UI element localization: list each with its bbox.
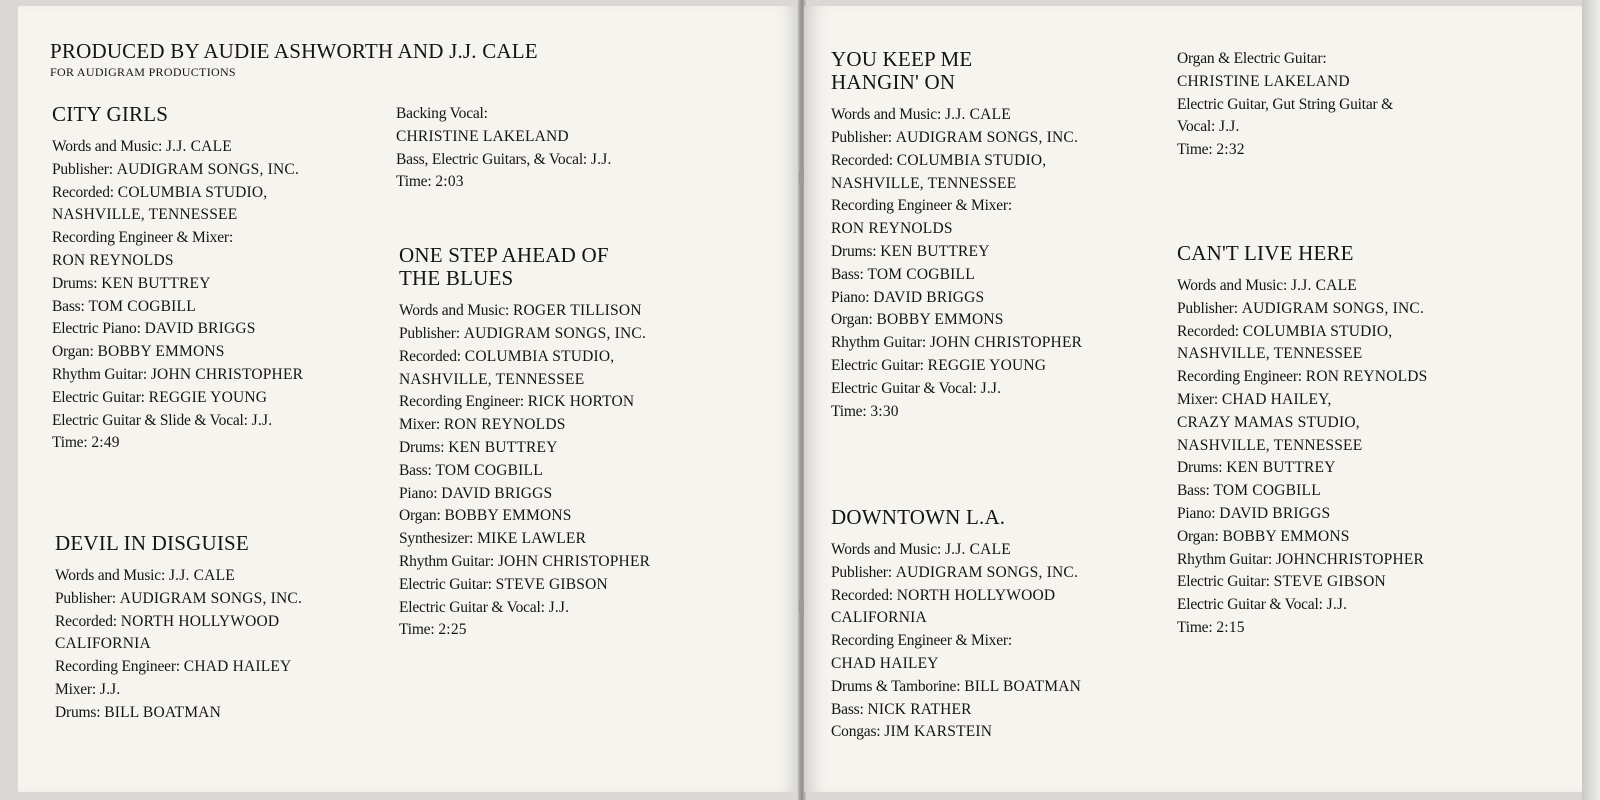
credit-line: [831, 173, 1082, 196]
credit-line: [831, 104, 1082, 127]
song-city-girls: [52, 103, 303, 455]
credit-value: REGGIE YOUNG: [148, 388, 268, 406]
credit-line: [399, 528, 650, 551]
credit-line: [52, 341, 303, 364]
credit-value: J.J.: [99, 681, 121, 699]
credit-value: RON REYNOLDS: [52, 252, 174, 270]
credit-line: [399, 391, 650, 414]
credit-role: Recorded:: [831, 151, 893, 169]
credit-line: [1177, 321, 1427, 344]
credit-list: [52, 136, 303, 455]
credit-role: Organ:: [1177, 527, 1219, 545]
credit-role: Recording Engineer:: [1177, 368, 1302, 386]
credit-role: Recorded:: [399, 347, 461, 365]
credit-line: [55, 611, 302, 634]
production-credit: [50, 40, 538, 80]
credit-value: REGGIE YOUNG: [927, 356, 1047, 374]
song-cant-live-here: [1177, 242, 1427, 640]
credit-value: 2:15: [1216, 619, 1245, 637]
song-title-line-2: HANGIN' ON: [831, 70, 956, 95]
credit-role: Rhythm Guitar:: [399, 552, 494, 570]
song-title: DEVIL IN DISGUISE: [55, 531, 249, 555]
song-title-line-1: ONE STEP AHEAD OF: [399, 243, 609, 267]
credit-role: Bass:: [831, 700, 864, 718]
credit-role: Words and Music:: [831, 541, 942, 559]
credit-role: Piano:: [831, 288, 870, 306]
credit-list: [55, 565, 302, 725]
credit-role: Bass:: [399, 461, 432, 479]
credit-value: AUDIGRAM SONGS, INC.: [116, 160, 300, 178]
song-you-keep-me-hangin-on: [831, 48, 1082, 423]
credit-list: [396, 103, 612, 194]
credit-role: Electric Guitar & Vocal:: [1177, 596, 1323, 614]
credit-line: [831, 127, 1082, 150]
credit-line: [399, 460, 650, 483]
credit-line: [396, 149, 612, 172]
credit-role: Electric Piano:: [52, 320, 141, 338]
credit-role: Time:: [1177, 141, 1213, 159]
credit-value: RON REYNOLDS: [1305, 368, 1428, 386]
credit-value: TOM COGBILL: [435, 461, 543, 479]
credit-role: Drums:: [399, 438, 445, 456]
credit-role: Bass:: [831, 265, 864, 283]
credit-value: COLUMBIA STUDIO,: [896, 151, 1047, 169]
credit-role: Recording Engineer:: [55, 658, 180, 676]
credit-line: [52, 227, 303, 250]
credit-value: J.J.: [1219, 118, 1240, 136]
credit-role: Vocal:: [1177, 118, 1216, 136]
left-page: [18, 6, 800, 792]
credit-role: Time:: [396, 173, 432, 191]
credit-role: Recorded:: [1177, 322, 1239, 340]
credit-role: Time:: [399, 621, 435, 639]
credit-value: J.J.: [1326, 596, 1348, 614]
song-title: CAN'T LIVE HERE: [1177, 241, 1354, 265]
credit-line: [1177, 71, 1393, 94]
credit-role: Electric Guitar & Vocal:: [831, 379, 977, 397]
credit-role: Words and Music:: [52, 138, 163, 156]
credit-line: [831, 150, 1082, 173]
right-page: [804, 6, 1582, 792]
credit-value: NICK RATHER: [867, 700, 972, 718]
credit-line: [831, 676, 1081, 699]
credit-role: Mixer:: [399, 416, 440, 434]
credit-line: [399, 505, 650, 528]
credit-line: [1177, 549, 1427, 572]
credit-role: Piano:: [1177, 505, 1216, 523]
producer-subheading: FOR AUDIGRAM PRODUCTIONS: [50, 65, 236, 80]
credit-value: J.J.: [980, 379, 1002, 397]
credit-role: Electric Guitar, Gut String Guitar &: [1177, 95, 1394, 113]
credit-value: AUDIGRAM SONGS, INC.: [895, 563, 1079, 581]
credit-list: [1177, 275, 1427, 640]
credit-line: [1177, 571, 1427, 594]
credit-line: [399, 323, 650, 346]
credit-line: [399, 574, 650, 597]
credit-line: [831, 309, 1082, 332]
credit-value: J.J.: [548, 598, 570, 616]
song-downtown-la-continued: [1177, 48, 1393, 162]
credit-role: Electric Guitar:: [52, 388, 145, 406]
credit-list: [831, 539, 1081, 744]
credit-line: [1177, 526, 1427, 549]
credit-value: JOHN CHRISTOPHER: [497, 552, 651, 570]
credit-role: Organ:: [831, 311, 873, 329]
credit-line: [1177, 617, 1427, 640]
credit-role: Drums:: [52, 274, 98, 292]
credit-role: Electric Guitar:: [399, 575, 492, 593]
credit-role: Time:: [52, 434, 88, 452]
credit-role: Bass, Electric Guitars, & Vocal:: [396, 150, 588, 168]
credit-value: NASHVILLE, TENNESSEE: [831, 174, 1017, 192]
credit-line: [52, 296, 303, 319]
credit-value: COLUMBIA STUDIO,: [464, 347, 615, 365]
credit-line: [52, 364, 303, 387]
credit-value: 2:49: [91, 434, 120, 452]
song-title-line-1: YOU KEEP ME: [831, 47, 973, 71]
credit-line: [52, 318, 303, 341]
credit-line: [52, 410, 303, 433]
credit-line: [52, 182, 303, 205]
credit-line: [52, 387, 303, 410]
credit-line: [399, 300, 650, 323]
credit-role: Publisher:: [1177, 299, 1238, 317]
credit-value: NASHVILLE, TENNESSEE: [1177, 345, 1363, 363]
producer-heading: PRODUCED BY AUDIE ASHWORTH AND J.J. CALE: [50, 39, 538, 63]
credit-line: [1177, 275, 1427, 298]
credit-line: [1177, 298, 1427, 321]
credit-value: BOBBY EMMONS: [876, 311, 1004, 329]
credit-value: ROGER TILLISON: [512, 302, 642, 320]
credit-line: [831, 378, 1082, 401]
credit-value: J.J. CALE: [168, 567, 235, 585]
credit-role: Mixer:: [1177, 391, 1218, 409]
credit-role: Mixer:: [55, 681, 96, 699]
credit-role: Words and Music:: [399, 302, 510, 320]
credit-line: [831, 287, 1082, 310]
credit-role: Bass:: [1177, 482, 1210, 500]
credit-line: [831, 607, 1081, 630]
credit-value: AUDIGRAM SONGS, INC.: [119, 589, 303, 607]
credit-line: [831, 401, 1082, 424]
credit-line: [1177, 435, 1427, 458]
credit-line: [399, 346, 650, 369]
credit-line: [1177, 389, 1427, 412]
song-devil-in-disguise: [55, 532, 302, 725]
credit-role: Words and Music:: [55, 567, 166, 585]
credit-value: CHRISTINE LAKELAND: [396, 127, 569, 145]
credit-role: Drums:: [1177, 459, 1223, 477]
credit-line: [399, 483, 650, 506]
credit-role: Electric Guitar:: [831, 356, 924, 374]
credit-value: NASHVILLE, TENNESSEE: [52, 206, 238, 224]
credit-role: Drums:: [831, 242, 877, 260]
credit-value: 2:25: [438, 621, 467, 639]
credit-line: [399, 619, 650, 642]
credit-line: [52, 432, 303, 455]
credit-line: [1177, 412, 1427, 435]
credit-line: [55, 565, 302, 588]
credit-role: Congas:: [831, 723, 881, 741]
credit-role: Bass:: [52, 297, 85, 315]
credit-role: Time:: [1177, 619, 1213, 637]
credit-value: BILL BOATMAN: [104, 703, 221, 721]
credit-line: [831, 195, 1082, 218]
credit-role: Recorded:: [831, 586, 893, 604]
credit-line: [831, 241, 1082, 264]
credit-line: [55, 656, 302, 679]
credit-value: 2:03: [435, 173, 464, 191]
credit-value: STEVE GIBSON: [1273, 573, 1386, 591]
credit-value: JIM KARSTEIN: [884, 723, 993, 741]
credit-line: [1177, 366, 1427, 389]
credit-value: 2:32: [1216, 141, 1245, 159]
credit-value: TOM COGBILL: [88, 297, 196, 315]
credit-value: JOHN CHRISTOPHER: [929, 334, 1083, 352]
credit-line: [396, 126, 612, 149]
credit-role: Rhythm Guitar:: [831, 334, 926, 352]
credit-line: [831, 218, 1082, 241]
credit-value: CHRISTINE LAKELAND: [1177, 72, 1350, 90]
credit-role: Recording Engineer & Mixer:: [52, 229, 233, 247]
credit-line: [399, 369, 650, 392]
credit-value: JOHN CHRISTOPHER: [150, 366, 304, 384]
credit-line: [1177, 503, 1427, 526]
song-downtown-la: [831, 506, 1081, 744]
credit-role: Publisher:: [55, 589, 116, 607]
credit-value: DAVID BRIGGS: [441, 484, 553, 502]
credit-line: [1177, 116, 1393, 139]
credit-value: NASHVILLE, TENNESSEE: [399, 370, 585, 388]
credit-role: Rhythm Guitar:: [52, 366, 147, 384]
credit-value: CRAZY MAMAS STUDIO,: [1177, 413, 1360, 431]
credit-value: CHAD HAILEY: [183, 658, 292, 676]
credit-value: J.J. CALE: [1290, 277, 1357, 295]
credit-line: [1177, 139, 1393, 162]
credit-line: [55, 633, 302, 656]
credit-value: NORTH HOLLYWOOD: [896, 586, 1056, 604]
credit-line: [52, 136, 303, 159]
credit-role: Drums & Tamborine:: [831, 677, 961, 695]
credit-value: DAVID BRIGGS: [1219, 505, 1331, 523]
credit-line: [52, 273, 303, 296]
credit-value: J.J. CALE: [944, 541, 1011, 559]
credit-value: AUDIGRAM SONGS, INC.: [1241, 299, 1425, 317]
credit-value: 3:30: [870, 402, 899, 420]
credit-value: AUDIGRAM SONGS, INC.: [463, 324, 647, 342]
credit-line: [1177, 343, 1427, 366]
credit-line: [399, 437, 650, 460]
credit-line: [55, 679, 302, 702]
credit-line: [399, 597, 650, 620]
credit-value: CALIFORNIA: [55, 635, 151, 653]
credit-value: J.J. CALE: [165, 138, 232, 156]
credit-value: MIKE LAWLER: [477, 530, 587, 548]
credit-line: [831, 653, 1081, 676]
song-city-girls-continued: [396, 103, 612, 194]
credit-role: Electric Guitar & Slide & Vocal:: [52, 411, 248, 429]
credit-line: [1177, 594, 1427, 617]
credit-value: J.J.: [251, 411, 273, 429]
credit-line: [55, 702, 302, 725]
credit-line: [55, 588, 302, 611]
credit-line: [1177, 48, 1393, 71]
credit-role: Rhythm Guitar:: [1177, 550, 1272, 568]
credit-line: [831, 585, 1081, 608]
credit-value: KEN BUTTREY: [1226, 459, 1336, 477]
credit-list: [399, 300, 650, 642]
credit-role: Recording Engineer:: [399, 393, 524, 411]
credit-line: [52, 204, 303, 227]
credit-list: [831, 104, 1082, 423]
credit-value: RON REYNOLDS: [443, 416, 566, 434]
credit-value: JOHNCHRISTOPHER: [1275, 550, 1425, 568]
credit-value: TOM COGBILL: [867, 265, 975, 283]
credit-role: Time:: [831, 402, 867, 420]
credit-value: BILL BOATMAN: [964, 677, 1082, 695]
credit-value: BOBBY EMMONS: [1222, 527, 1350, 545]
credit-line: [396, 171, 612, 194]
credit-value: COLUMBIA STUDIO,: [117, 183, 268, 201]
credit-line: [52, 159, 303, 182]
credit-role: Publisher:: [831, 563, 892, 581]
credit-value: STEVE GIBSON: [495, 575, 608, 593]
credit-value: KEN BUTTREY: [448, 438, 558, 456]
song-title: CITY GIRLS: [52, 102, 169, 126]
credit-line: [399, 551, 650, 574]
credit-value: CHAD HAILEY,: [1221, 391, 1332, 409]
credit-value: RICK HORTON: [527, 393, 635, 411]
credit-value: DAVID BRIGGS: [144, 320, 256, 338]
credit-value: CALIFORNIA: [831, 609, 927, 627]
credit-role: Publisher:: [52, 160, 113, 178]
credit-role: Piano:: [399, 484, 438, 502]
credit-value: KEN BUTTREY: [880, 242, 990, 260]
credit-line: [396, 103, 612, 126]
credit-role: Words and Music:: [1177, 277, 1288, 295]
credit-role: Backing Vocal:: [396, 105, 488, 122]
credit-role: Drums:: [55, 703, 101, 721]
credit-role: Publisher:: [831, 128, 892, 146]
credit-value: BOBBY EMMONS: [97, 343, 225, 361]
credit-line: [831, 332, 1082, 355]
credit-value: NASHVILLE, TENNESSEE: [1177, 436, 1363, 454]
credit-value: COLUMBIA STUDIO,: [1242, 322, 1393, 340]
credit-value: DAVID BRIGGS: [873, 288, 985, 306]
credit-value: BOBBY EMMONS: [444, 507, 572, 525]
credit-value: KEN BUTTREY: [101, 274, 211, 292]
credit-role: Organ:: [399, 507, 441, 525]
credit-value: NORTH HOLLYWOOD: [120, 612, 280, 630]
credit-value: AUDIGRAM SONGS, INC.: [895, 128, 1079, 146]
credit-line: [52, 250, 303, 273]
credit-role: Electric Guitar:: [1177, 573, 1270, 591]
credit-line: [831, 699, 1081, 722]
song-title-line-2: THE BLUES: [399, 266, 514, 291]
credit-role: Words and Music:: [831, 106, 942, 124]
credit-value: TOM COGBILL: [1213, 482, 1321, 500]
credit-role: Electric Guitar & Vocal:: [399, 598, 545, 616]
song-title: DOWNTOWN L.A.: [831, 505, 1006, 529]
credit-line: [831, 630, 1081, 653]
credit-line: [831, 264, 1082, 287]
credit-value: CHAD HAILEY: [831, 655, 939, 673]
credit-line: [831, 355, 1082, 378]
credit-role: Organ:: [52, 343, 94, 361]
credit-role: Recorded:: [52, 183, 114, 201]
credit-role: Recording Engineer & Mixer:: [831, 197, 1012, 215]
credit-line: [1177, 457, 1427, 480]
credit-line: [831, 539, 1081, 562]
credit-line: [831, 721, 1081, 744]
credit-role: Publisher:: [399, 324, 460, 342]
credit-line: [1177, 480, 1427, 503]
credit-line: [1177, 94, 1393, 117]
song-one-step: [399, 244, 650, 642]
credit-role: Recording Engineer & Mixer:: [831, 632, 1012, 650]
credit-line: [399, 414, 650, 437]
credit-role: Organ & Electric Guitar:: [1177, 50, 1327, 67]
credit-list: [1177, 48, 1393, 162]
credit-line: [831, 562, 1081, 585]
credit-role: Recorded:: [55, 612, 117, 630]
credit-value: J.J.: [590, 150, 612, 168]
credit-role: Synthesizer:: [399, 530, 474, 548]
credit-value: J.J. CALE: [944, 106, 1011, 124]
page-edge: [1582, 0, 1600, 800]
credit-value: RON REYNOLDS: [831, 220, 953, 238]
